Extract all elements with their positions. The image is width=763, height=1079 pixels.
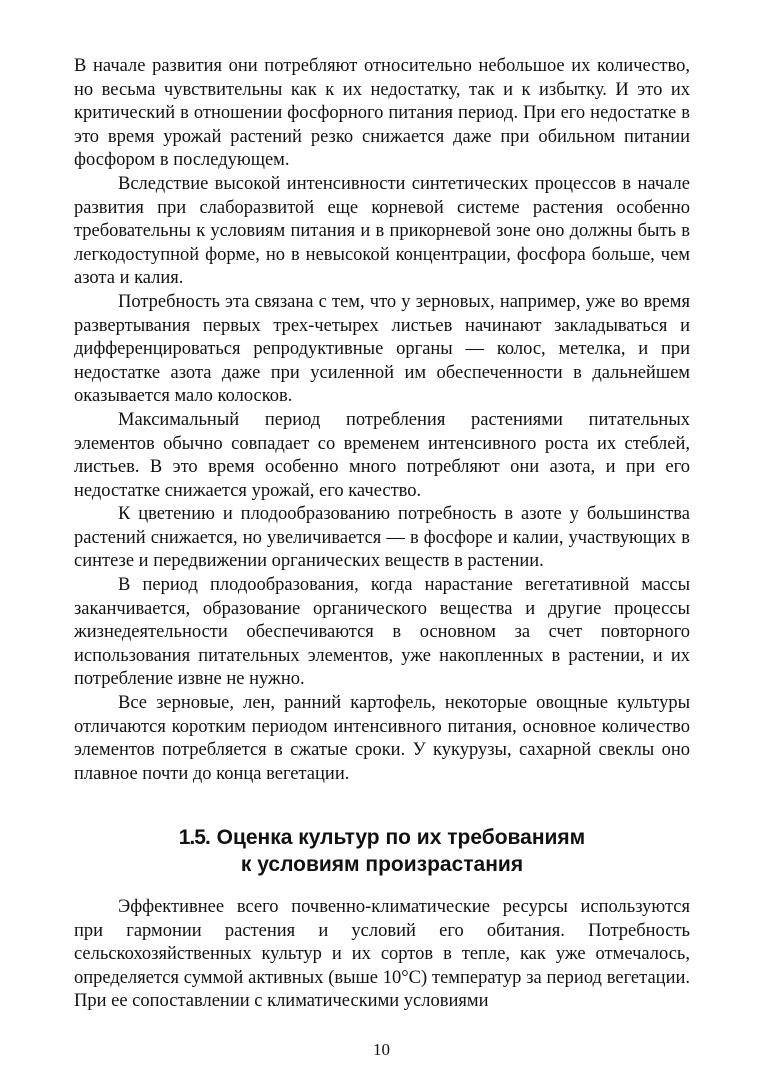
- paragraph-2: Вследствие высокой интенсивности синтетических процессов в начале развития при слаборазвитой еще корневой системе растения особенно требовательны к условиям питания и в прикорневой зоне оно должны быть в легкодоступной форме, но в невысокой концентрации, фосфора больше, чем азота и калия.: [74, 173, 690, 289]
- paragraph-6: В период плодообразования, когда нарастание вегетативной массы заканчивается, образование органического вещества и другие процессы жизнедеятельности обеспечиваются в основном за счет повторного использования питательных элементов, уже накопленных в растении, и их потребление извне не нужно.: [74, 575, 690, 690]
- body-text-bottom: [74, 896, 690, 1014]
- paragraph-4: Максимальный период потребления растениями питательных элементов обычно совпадает со временем интенсивного роста их стеблей, листьев. В это время особенно много потребляют они азота, и при его недостатке снижается урожай, его качество.: [74, 409, 690, 501]
- paragraph-7: Все зерновые, лен, ранний картофель, некоторые овощные культуры отличаются коротким периодом интенсивного питания, основное количество элементов потребляется в сжатые сроки. У кукурузы, сахарной свеклы оно плавное почти до конца вегетации.: [74, 693, 690, 784]
- section-title-part-2: к условиям произрастания: [240, 853, 524, 876]
- section-title-part-1: . Оценка культур по их требованиям: [204, 826, 586, 849]
- paragraph-1: В начале развития они потребляют относительно небольшое их количество, но весьма чувствительны как к их недостатку, так и к избытку. И это их критический в отношении фосфорного питания период. При его недостатке в это время урожай растений резко снижается даже при обильном питании фосфором в последующем.: [74, 56, 690, 171]
- section-number: 1.5: [178, 826, 205, 849]
- section-heading-line-1: [74, 824, 690, 851]
- paragraph-5: К цветению и плодообразованию потребность в азоте у большинства растений снижается, но увеличивается — в фосфоре и калии, участвующих в синтезе и передвижении органических веществ в растении.: [74, 504, 690, 572]
- section-heading: [74, 824, 690, 878]
- body-text-top: [74, 55, 690, 786]
- paragraph-3: Потребность эта связана с тем, что у зерновых, например, уже во время развертывания первых трех-четырех листьев начинают закладываться и дифференцироваться репродуктивные органы — колос, метелка, и при недостатке азота даже при усиленной им обеспеченности в дальнейшем оказывается мало колосков.: [74, 291, 690, 407]
- paragraph-8: Эффективнее всего почвенно-климатические ресурсы используются при гармонии растения и условий его обитания. Потребность сельскохозяйственных культур и их сортов в тепле, как уже отмечалось, определяется суммой активных (выше 10°С) температур за период вегетации. При ее сопоставлении с климатическими условиями: [74, 897, 690, 1012]
- page-number: 10: [373, 1040, 390, 1059]
